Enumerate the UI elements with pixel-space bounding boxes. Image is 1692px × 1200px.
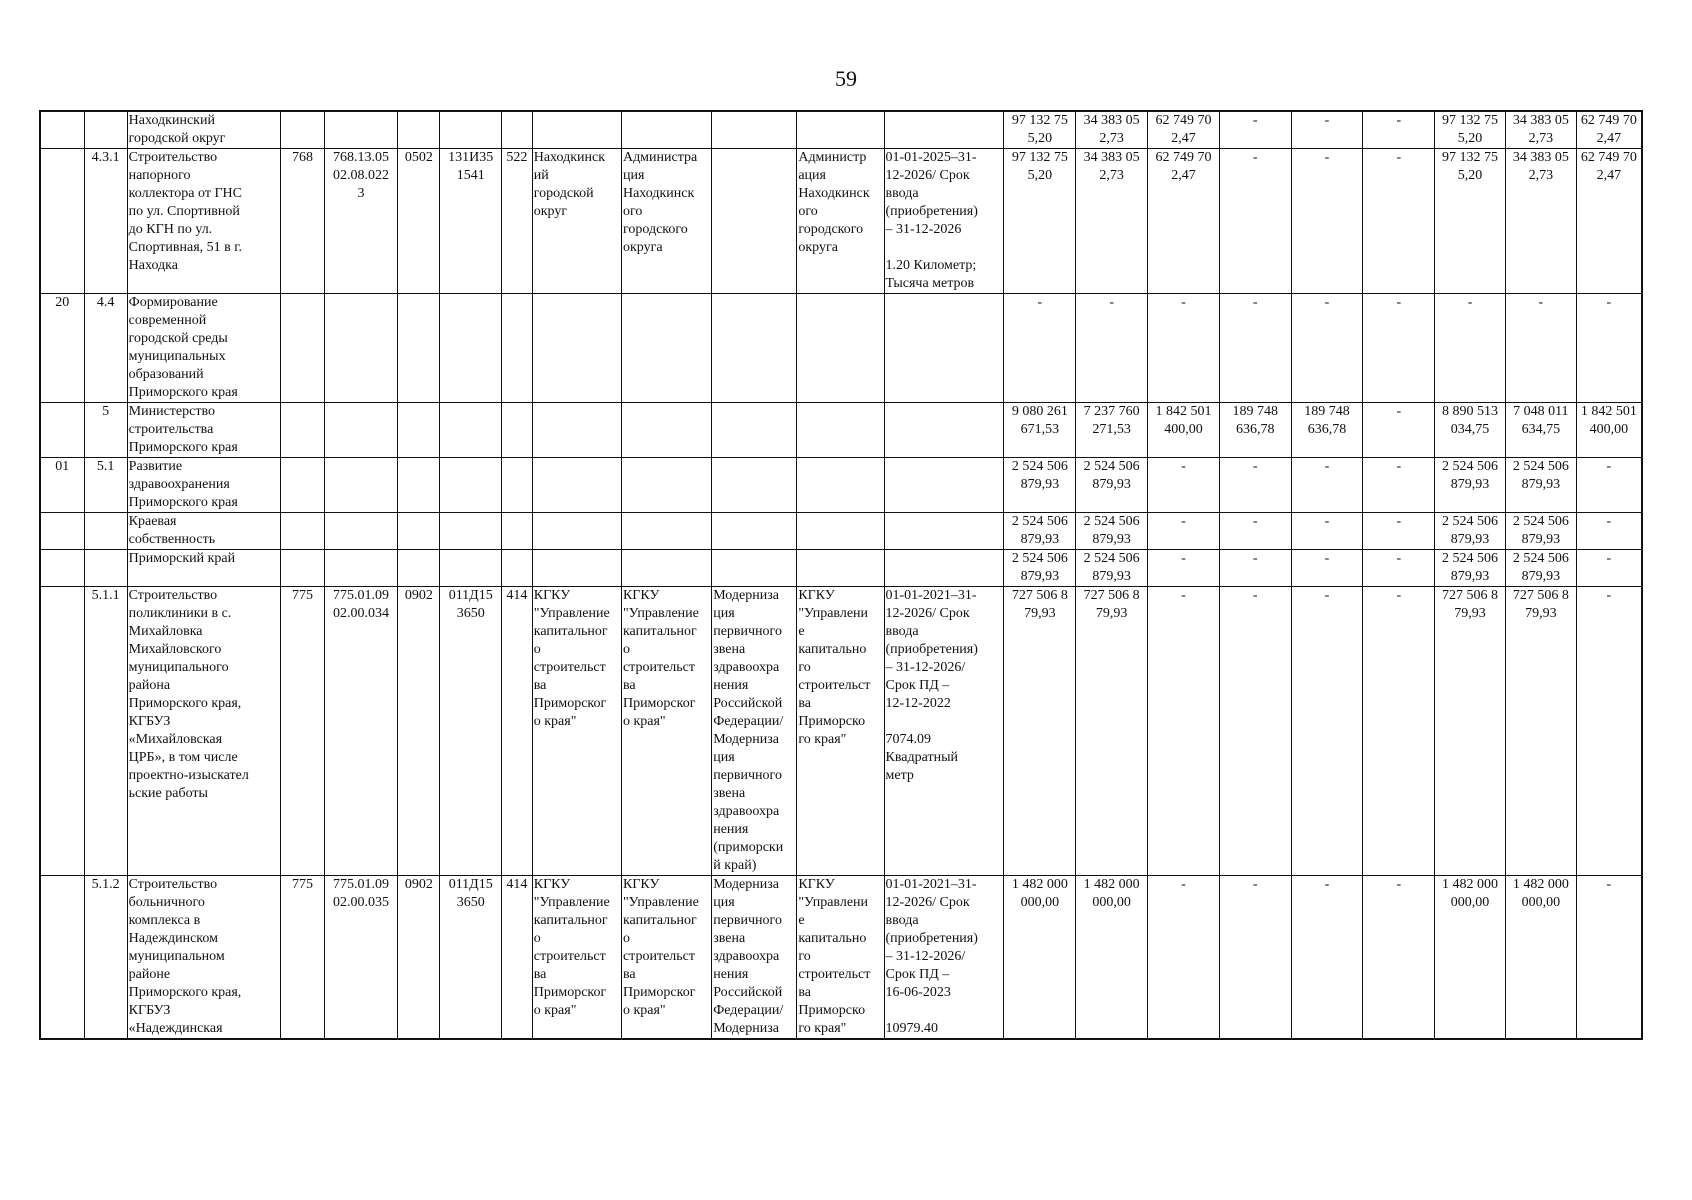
table-cell: Администра ция Находкинск ого городского округа [621, 149, 711, 294]
table-cell [501, 111, 532, 149]
table-cell [712, 458, 797, 513]
table-row [40, 294, 1642, 403]
table-cell: 01-01-2021–31- 12-2026/ Срок ввода (приобретения) – 31-12-2026/ Срок ПД – 12-12-2022 7074.09 Квадратный метр [884, 587, 1004, 876]
table-cell: 5 [84, 403, 127, 458]
table-cell: - [1291, 587, 1363, 876]
table-cell: - [1291, 111, 1363, 149]
table-cell [398, 403, 440, 458]
table-cell: 727 506 8 79,93 [1076, 587, 1148, 876]
table-cell: 7 237 760 271,53 [1076, 403, 1148, 458]
table-cell [621, 550, 711, 587]
table-cell [84, 513, 127, 550]
table-cell: - [1505, 294, 1576, 403]
table-cell [440, 111, 502, 149]
table-cell [281, 458, 324, 513]
table-cell [884, 458, 1004, 513]
table-cell [40, 876, 84, 1040]
table-cell [621, 513, 711, 550]
table-cell [40, 587, 84, 876]
table-cell: 727 506 8 79,93 [1435, 587, 1506, 876]
table-cell: Находкинский городской округ [127, 111, 281, 149]
table-cell [532, 513, 621, 550]
table-cell: - [1363, 403, 1435, 458]
table-cell [501, 403, 532, 458]
table-cell [324, 513, 398, 550]
table-cell [884, 513, 1004, 550]
table-cell: - [1148, 513, 1220, 550]
table-cell: - [1219, 550, 1291, 587]
table-cell: - [1291, 149, 1363, 294]
table-cell: 1 482 000 000,00 [1004, 876, 1076, 1040]
table-row [40, 550, 1642, 587]
table-cell: 2 524 506 879,93 [1076, 458, 1148, 513]
table-cell: - [1363, 550, 1435, 587]
table-cell: 97 132 75 5,20 [1435, 149, 1506, 294]
table-cell [884, 111, 1004, 149]
table-cell: - [1576, 458, 1642, 513]
table-cell [84, 550, 127, 587]
table-cell: КГКУ "Управление капитальног о строительст ва Приморског о края" [621, 876, 711, 1040]
table-cell [712, 550, 797, 587]
table-cell: 775.01.09 02.00.035 [324, 876, 398, 1040]
table-cell: Приморский край [127, 550, 281, 587]
table-cell: - [1291, 458, 1363, 513]
table-row [40, 458, 1642, 513]
table-cell [884, 403, 1004, 458]
table-cell: 2 524 506 879,93 [1435, 458, 1506, 513]
table-cell [398, 513, 440, 550]
table-cell: - [1148, 294, 1220, 403]
table-cell: 1 482 000 000,00 [1435, 876, 1506, 1040]
table-cell: - [1363, 458, 1435, 513]
table-cell [797, 513, 884, 550]
table-cell: - [1363, 876, 1435, 1040]
table-cell: - [1219, 149, 1291, 294]
table-cell: 727 506 8 79,93 [1004, 587, 1076, 876]
table-cell: 775 [281, 876, 324, 1040]
table-cell: - [1291, 294, 1363, 403]
table-row [40, 111, 1642, 149]
table-cell [281, 294, 324, 403]
table-cell: 0902 [398, 876, 440, 1040]
table-cell: 2 524 506 879,93 [1505, 550, 1576, 587]
table-cell: 97 132 75 5,20 [1004, 111, 1076, 149]
table-cell [440, 458, 502, 513]
table-cell: 011Д15 3650 [440, 876, 502, 1040]
table-cell [40, 513, 84, 550]
table-cell: 1 842 501 400,00 [1148, 403, 1220, 458]
table-cell [712, 149, 797, 294]
table-cell: 5.1.2 [84, 876, 127, 1040]
table-cell: - [1576, 294, 1642, 403]
table-cell: КГКУ "Управление капитальног о строительст ва Приморског о края" [532, 587, 621, 876]
table-cell: - [1576, 550, 1642, 587]
table-cell: - [1148, 458, 1220, 513]
table-cell: 775.01.09 02.00.034 [324, 587, 398, 876]
table-row [40, 587, 1642, 876]
table-cell: 2 524 506 879,93 [1435, 513, 1506, 550]
table-cell: 1 482 000 000,00 [1505, 876, 1576, 1040]
table-cell: 8 890 513 034,75 [1435, 403, 1506, 458]
table-cell: - [1076, 294, 1148, 403]
table-cell: 2 524 506 879,93 [1505, 458, 1576, 513]
table-cell [501, 550, 532, 587]
table-cell: - [1219, 458, 1291, 513]
table-cell [40, 149, 84, 294]
table-cell: Находкинск ий городской округ [532, 149, 621, 294]
page-number: 59 [835, 66, 857, 91]
table-cell [324, 458, 398, 513]
table-cell: - [1148, 550, 1220, 587]
table-cell: 9 080 261 671,53 [1004, 403, 1076, 458]
table-cell [712, 111, 797, 149]
table-cell [712, 513, 797, 550]
table-cell: - [1219, 111, 1291, 149]
table-cell: 131И35 1541 [440, 149, 502, 294]
table-cell: - [1219, 294, 1291, 403]
table-cell [797, 111, 884, 149]
table-cell [398, 111, 440, 149]
table-cell: КГКУ "Управление капитальног о строительст ва Приморског о края" [532, 876, 621, 1040]
table-cell: 2 524 506 879,93 [1505, 513, 1576, 550]
table-cell: - [1576, 876, 1642, 1040]
table-cell [84, 111, 127, 149]
table-cell [797, 550, 884, 587]
table-cell [621, 458, 711, 513]
table-cell: 97 132 75 5,20 [1004, 149, 1076, 294]
table-row [40, 876, 1642, 1040]
table-cell: Строительство больничного комплекса в Надеждинском муниципальном районе Приморского края, КГБУЗ «Надеждинская [127, 876, 281, 1040]
table-cell: 1 482 000 000,00 [1076, 876, 1148, 1040]
table-cell [440, 294, 502, 403]
table-cell: 768.13.05 02.08.022 3 [324, 149, 398, 294]
table-cell: 522 [501, 149, 532, 294]
table-cell [440, 550, 502, 587]
table-cell: - [1219, 876, 1291, 1040]
table-cell: 62 749 70 2,47 [1576, 111, 1642, 149]
table-cell: - [1363, 587, 1435, 876]
table-cell [324, 550, 398, 587]
table-cell: 2 524 506 879,93 [1004, 458, 1076, 513]
table-cell: - [1148, 587, 1220, 876]
table-cell: - [1219, 587, 1291, 876]
table-cell: 2 524 506 879,93 [1004, 550, 1076, 587]
table-cell [532, 294, 621, 403]
table-cell: - [1219, 513, 1291, 550]
table-cell: Краевая собственность [127, 513, 281, 550]
table-cell: 2 524 506 879,93 [1004, 513, 1076, 550]
table-cell: - [1435, 294, 1506, 403]
table-cell: 0902 [398, 587, 440, 876]
table-cell: Администр ация Находкинск ого городского округа [797, 149, 884, 294]
table-cell: 414 [501, 876, 532, 1040]
table-cell [797, 458, 884, 513]
table-cell [40, 403, 84, 458]
table-cell [532, 403, 621, 458]
table-cell [884, 550, 1004, 587]
table-cell: - [1148, 876, 1220, 1040]
table-cell: 775 [281, 587, 324, 876]
table-cell: 01-01-2021–31- 12-2026/ Срок ввода (приобретения) – 31-12-2026/ Срок ПД – 16-06-2023 10979.40 [884, 876, 1004, 1040]
table-cell [621, 111, 711, 149]
budget-table [39, 110, 1643, 1040]
table-cell [281, 403, 324, 458]
table-cell: - [1363, 111, 1435, 149]
table-cell: 189 748 636,78 [1291, 403, 1363, 458]
table-cell: 01-01-2025–31- 12-2026/ Срок ввода (приобретения) – 31-12-2026 1.20 Километр; Тысяча метров [884, 149, 1004, 294]
table-cell [440, 403, 502, 458]
table-cell [712, 294, 797, 403]
table-cell: - [1004, 294, 1076, 403]
table-cell [532, 111, 621, 149]
table-cell: - [1291, 550, 1363, 587]
table-cell: КГКУ "Управлени е капитально го строительст ва Приморско го края" [797, 587, 884, 876]
table-cell [797, 403, 884, 458]
table-cell: 1 842 501 400,00 [1576, 403, 1642, 458]
table-cell [532, 550, 621, 587]
table-cell [532, 458, 621, 513]
table-cell [324, 111, 398, 149]
table-cell [40, 550, 84, 587]
table-cell: 34 383 05 2,73 [1076, 111, 1148, 149]
table-cell: - [1363, 294, 1435, 403]
table-cell: 20 [40, 294, 84, 403]
table-cell: 34 383 05 2,73 [1505, 111, 1576, 149]
table-cell [712, 403, 797, 458]
table-cell: 01 [40, 458, 84, 513]
table-cell [281, 550, 324, 587]
table-cell: Развитие здравоохранения Приморского края [127, 458, 281, 513]
table-cell: - [1291, 513, 1363, 550]
table-cell: КГКУ "Управлени е капитально го строительст ва Приморско го края" [797, 876, 884, 1040]
table-cell [40, 111, 84, 149]
table-cell: 7 048 011 634,75 [1505, 403, 1576, 458]
table-cell: 2 524 506 879,93 [1435, 550, 1506, 587]
table-cell: 62 749 70 2,47 [1148, 149, 1220, 294]
table-cell [501, 513, 532, 550]
table-cell [324, 403, 398, 458]
table-cell: Строительство напорного коллектора от ГНС по ул. Спортивной до КГН по ул. Спортивная, 51 в г. Находка [127, 149, 281, 294]
table-cell: 011Д15 3650 [440, 587, 502, 876]
table-cell [398, 458, 440, 513]
table-cell: Модерниза ция первичного звена здравоохра нения Российской Федерации/ Модерниза ция первичного звена здравоохра нения (приморски й край) [712, 587, 797, 876]
table-cell: Строительство поликлиники в с. Михайловка Михайловского муниципального района Приморского края, КГБУЗ «Михайловская ЦРБ», в том числе проектно-изыскател ьские работы [127, 587, 281, 876]
table-cell: 34 383 05 2,73 [1505, 149, 1576, 294]
table-cell [797, 294, 884, 403]
table-row [40, 149, 1642, 294]
table-cell [621, 403, 711, 458]
table-cell [398, 550, 440, 587]
table-cell: 189 748 636,78 [1219, 403, 1291, 458]
table-cell: 97 132 75 5,20 [1435, 111, 1506, 149]
table-cell: - [1291, 876, 1363, 1040]
table-cell: - [1576, 587, 1642, 876]
table-cell: - [1576, 513, 1642, 550]
table-cell [501, 458, 532, 513]
table-cell [621, 294, 711, 403]
table-cell: 62 749 70 2,47 [1576, 149, 1642, 294]
table-cell: - [1363, 149, 1435, 294]
table-cell [324, 294, 398, 403]
table-cell: 34 383 05 2,73 [1076, 149, 1148, 294]
table-cell: 4.4 [84, 294, 127, 403]
table-cell: 2 524 506 879,93 [1076, 513, 1148, 550]
table-cell: Министерство строительства Приморского края [127, 403, 281, 458]
table-cell: 2 524 506 879,93 [1076, 550, 1148, 587]
table-cell [281, 111, 324, 149]
table-cell: - [1363, 513, 1435, 550]
table-cell: 414 [501, 587, 532, 876]
table-cell: 62 749 70 2,47 [1148, 111, 1220, 149]
table-cell: Формирование современной городской среды муниципальных образований Приморского края [127, 294, 281, 403]
table-cell [501, 294, 532, 403]
table-row [40, 403, 1642, 458]
table-cell [884, 294, 1004, 403]
table-cell: 5.1.1 [84, 587, 127, 876]
table-cell: 5.1 [84, 458, 127, 513]
table-cell: 4.3.1 [84, 149, 127, 294]
table-row [40, 513, 1642, 550]
table-cell: КГКУ "Управление капитальног о строительст ва Приморског о края" [621, 587, 711, 876]
table-cell [281, 513, 324, 550]
table-cell [398, 294, 440, 403]
table-cell: 768 [281, 149, 324, 294]
table-cell: Модерниза ция первичного звена здравоохра нения Российской Федерации/ Модерниза [712, 876, 797, 1040]
table-cell [440, 513, 502, 550]
table-cell: 0502 [398, 149, 440, 294]
table-cell: 727 506 8 79,93 [1505, 587, 1576, 876]
